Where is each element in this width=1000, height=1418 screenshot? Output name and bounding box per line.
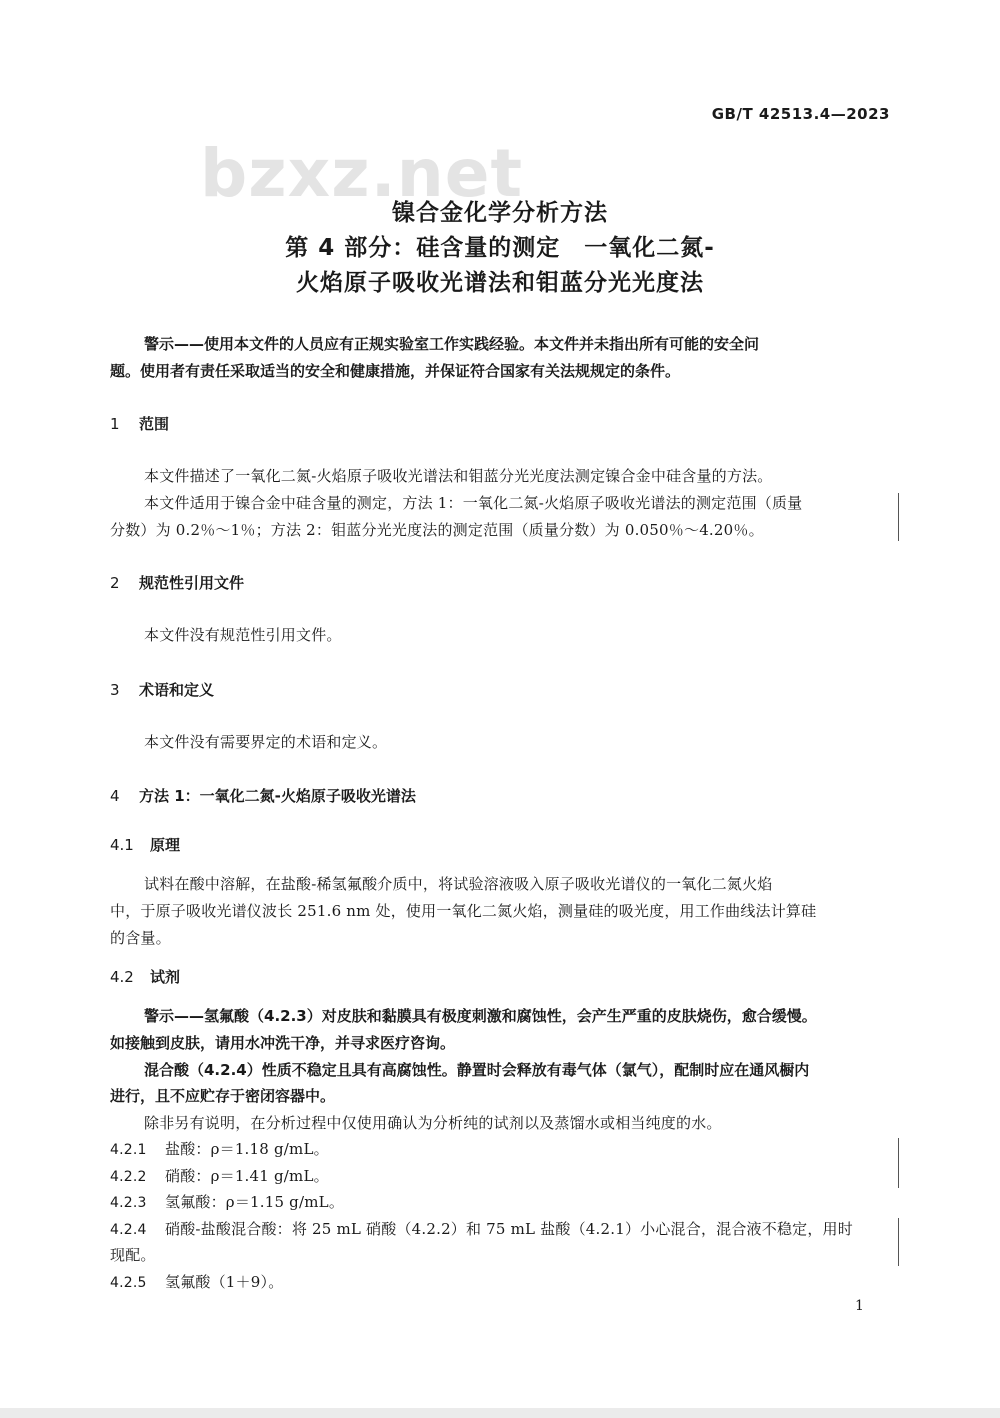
section-number: 4.2 xyxy=(110,968,134,986)
reagent-item-continuation: 现配。 xyxy=(110,1246,156,1264)
section-title: 术语和定义 xyxy=(139,681,215,699)
watermark: bzxz.net xyxy=(200,135,524,212)
reagent-item xyxy=(110,1218,853,1239)
reagent-item xyxy=(110,1271,283,1292)
section-3-paragraph: 本文件没有需要界定的术语和定义。 xyxy=(144,733,388,751)
reagent-warning-1-line1: 警示——氢氟酸（4.2.3）对皮肤和黏膜具有极度刺激和腐蚀性，会产生严重的皮肤烧伤，愈合缓慢。 xyxy=(144,1007,817,1025)
section-number: 1 xyxy=(110,415,120,433)
item-number: 4.2.3 xyxy=(110,1195,147,1211)
document-title-line3: 火焰原子吸收光谱法和钼蓝分光光度法 xyxy=(296,270,704,296)
section-2-paragraph: 本文件没有规范性引用文件。 xyxy=(144,626,342,644)
warning-line2: 题。使用者有责任采取适当的安全和健康措施，并保证符合国家有关法规规定的条件。 xyxy=(110,362,681,380)
item-number: 4.2.2 xyxy=(110,1169,147,1185)
change-bar xyxy=(898,493,899,541)
section-4-1-line1: 试料在酸中溶解，在盐酸-稀氢氟酸介质中，将试验溶液吸入原子吸收光谱仪的一氧化二氮火焰 xyxy=(144,875,773,893)
reagent-item xyxy=(110,1191,344,1212)
warning-line1: 警示——使用本文件的人员应有正规实验室工作实践经验。本文件并未指出所有可能的安全问 xyxy=(144,335,760,353)
item-text: 氢氟酸（1＋9）。 xyxy=(165,1273,284,1291)
reagent-item xyxy=(110,1165,329,1186)
item-text: 硝酸-盐酸混合酸：将 25 mL 硝酸（4.2.2）和 75 mL 盐酸（4.2.1）小心混合，混合液不稳定，用时 xyxy=(165,1220,853,1238)
section-number: 4 xyxy=(110,787,120,805)
section-title: 原理 xyxy=(150,836,181,854)
item-number: 4.2.1 xyxy=(110,1142,147,1158)
section-4-2-heading xyxy=(110,966,180,987)
reagent-note: 除非另有说明，在分析过程中仅使用确认为分析纯的试剂以及蒸馏水或相当纯度的水。 xyxy=(144,1114,722,1132)
section-4-1-line2: 中，于原子吸收光谱仪波长 251.6 nm 处，使用一氧化二氮火焰，测量硅的吸光度，用工作曲线法计算硅 xyxy=(110,902,817,920)
section-3-heading xyxy=(110,679,214,700)
section-number: 3 xyxy=(110,681,120,699)
item-number: 4.2.5 xyxy=(110,1275,147,1291)
item-number: 4.2.4 xyxy=(110,1222,147,1238)
page-number: 1 xyxy=(855,1298,864,1314)
item-text: 盐酸：ρ＝1.18 g/mL。 xyxy=(165,1140,329,1158)
reagent-warning-2-line1: 混合酸（4.2.4）性质不稳定且具有高腐蚀性。静置时会释放有毒气体（氯气），配制时应在通风橱内 xyxy=(144,1061,810,1079)
section-4-heading xyxy=(110,785,416,806)
reagent-warning-1-line2: 如接触到皮肤，请用水冲洗干净，并寻求医疗咨询。 xyxy=(110,1034,456,1052)
section-1-paragraph-2-line2: 分数）为 0.2％～1％；方法 2：钼蓝分光光度法的测定范围（质量分数）为 0.050％～4.20％。 xyxy=(110,521,764,539)
section-number: 2 xyxy=(110,574,120,592)
section-title: 方法 1：一氧化二氮-火焰原子吸收光谱法 xyxy=(139,787,416,805)
reagent-item xyxy=(110,1138,329,1159)
section-title: 规范性引用文件 xyxy=(139,574,245,592)
section-1-paragraph-1: 本文件描述了一氧化二氮-火焰原子吸收光谱法和钼蓝分光光度法测定镍合金中硅含量的方法。 xyxy=(144,467,773,485)
section-4-1-heading xyxy=(110,834,180,855)
item-text: 硝酸：ρ＝1.41 g/mL。 xyxy=(165,1167,329,1185)
document-title-line2: 第 4 部分：硅含量的测定 一氧化二氮- xyxy=(285,235,715,261)
section-4-1-line3: 的含量。 xyxy=(110,929,171,947)
document-title-line1: 镍合金化学分析方法 xyxy=(392,200,608,226)
change-bar xyxy=(898,1138,899,1188)
change-bar xyxy=(898,1218,899,1266)
section-title: 试剂 xyxy=(150,968,181,986)
section-1-paragraph-2-line1: 本文件适用于镍合金中硅含量的测定，方法 1：一氧化二氮-火焰原子吸收光谱法的测定范围（质量 xyxy=(144,494,803,512)
item-text: 氢氟酸：ρ＝1.15 g/mL。 xyxy=(165,1193,345,1211)
standard-code: GB/T 42513.4—2023 xyxy=(711,105,890,123)
section-2-heading xyxy=(110,572,244,593)
section-1-heading xyxy=(110,413,169,434)
section-title: 范围 xyxy=(139,415,170,433)
section-number: 4.1 xyxy=(110,836,134,854)
reagent-warning-2-line2: 进行，且不应贮存于密闭容器中。 xyxy=(110,1087,336,1105)
